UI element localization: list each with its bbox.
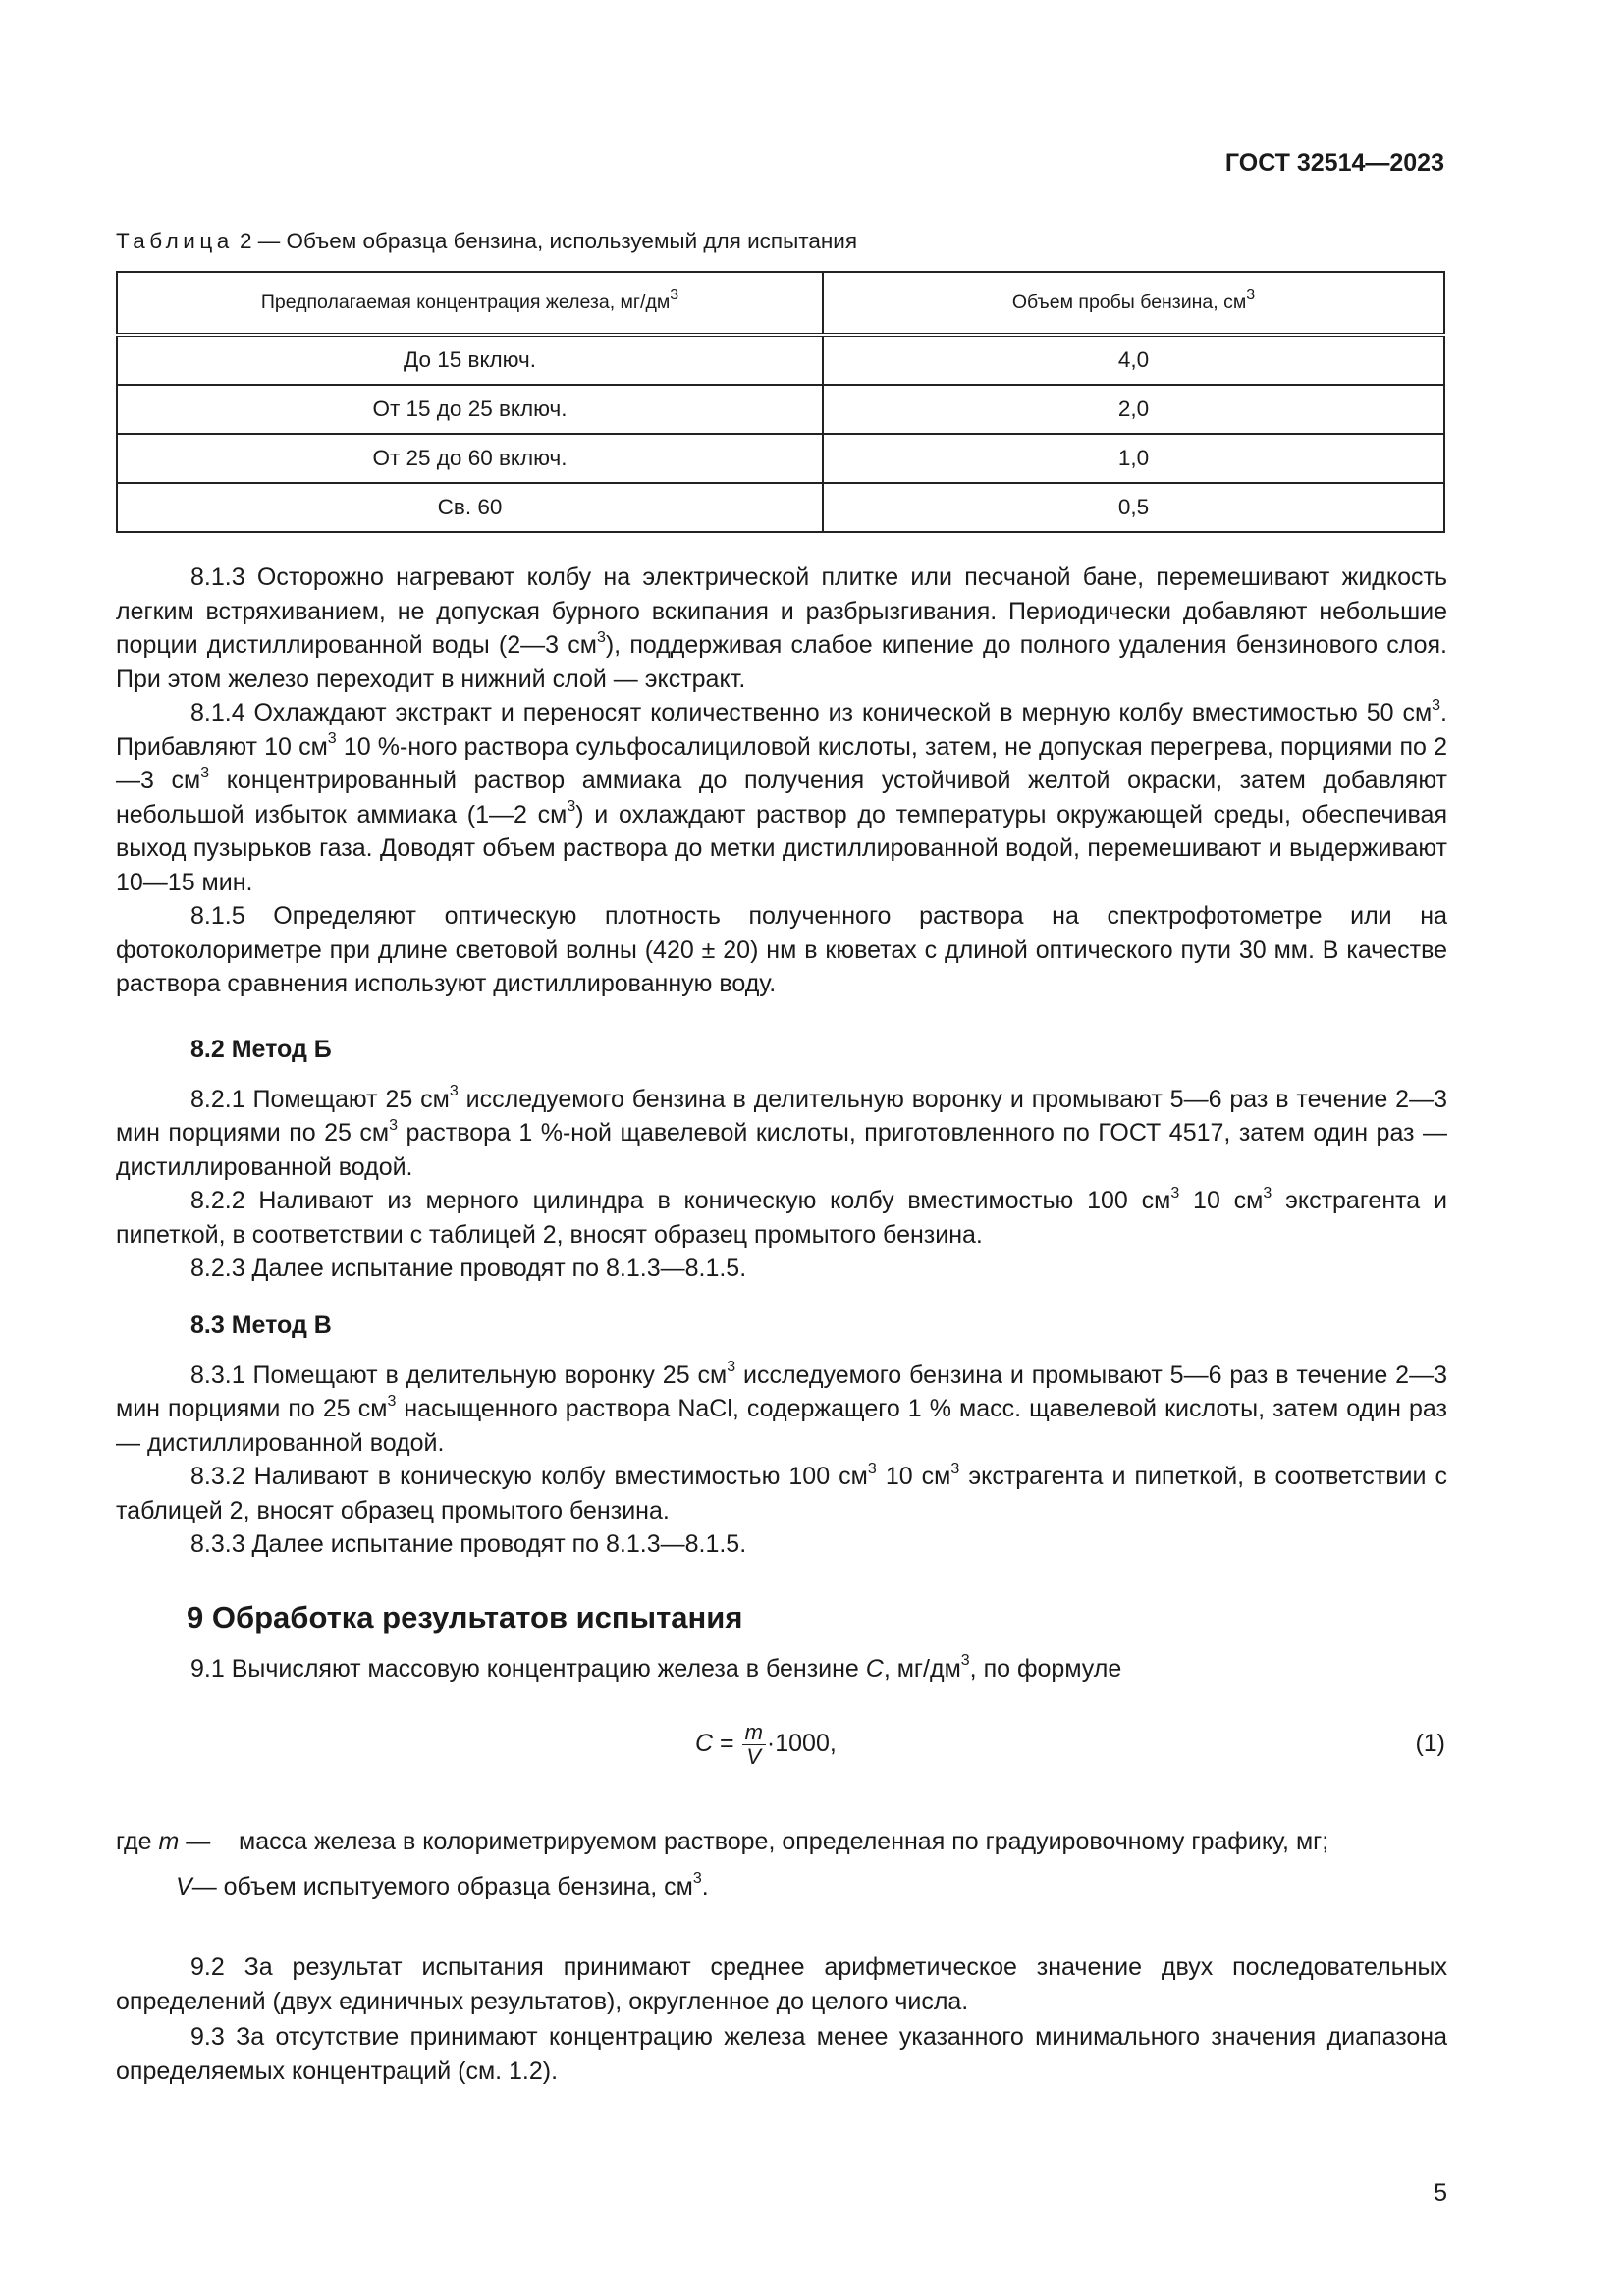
cell-range: От 25 до 60 включ. [117,434,823,483]
paragraph-9-3: 9.3 За отсутствие принимают концентрацию железа менее указанного минимального значения диапазона определяемых концентраций (см. 1.2). [116,2023,1447,2085]
definition-m-term: где m — [116,1828,211,1855]
formula-equals: = [720,1730,734,1758]
paragraph-8-1-5: 8.1.5 Определяют оптическую плотность полученного раствора на спектрофотометре или на фотоколориметре при длине световой волны (420 ± 20) нм в кюветах с длиной оптического пути 30 мм. В качестве раствора сравнения используют дистиллированную воду. [116,902,1447,997]
col-header-concentration: Предполагаемая концентрация железа, $мг/дм^3$ [117,272,823,335]
table-caption [116,229,857,254]
heading-8-2: 8.2 Метод Б [190,1036,332,1063]
paragraph-8-3-3: 8.3.3 Далее испытание проводят по 8.1.3—8.1.5. [190,1530,747,1558]
section-9-rest [116,1950,1447,2088]
paragraph-9-2: 9.2 За результат испытания принимают среднее арифметическое значение двух последовательных определений (двух единичных результатов), округленное до целого числа. [116,1953,1447,2015]
heading-9: 9 Обработка результатов испытания [187,1600,743,1634]
table-row [117,385,1444,434]
table-caption-text: 2 — Объем образца бензина, используемый для испытания [240,229,858,253]
section-8-2-body [116,1033,1447,1286]
cell-range: Св. 60 [117,483,823,532]
definition-m-text: масса железа в колориметрируемом растворе, определенная по градуировочному графику, мг; [239,1828,1329,1855]
table-row [117,434,1444,483]
paragraph-8-1-4: 8.1.4 Охлаждают экстракт и переносят количественно из конической в мерную колбу вместимостью 50 $см^3$. Прибавляют 10 $см^3$ 10 %-ного раствора сульфосалициловой кислоты, затем, не допуская перегрева, порциями по 2—3 $см^3$ концентрированный раствор аммиака до получения устойчивой желтой окраски, затем добавляют небольшой избыток аммиака (1—2 $см^3$) и охлаждают раствор до температуры окружающей среды, обеспечивая выход пузырьков газа. Доводят объем раствора до метки дистиллированной водой, перемешивают и выдерживают 10—15 мин. [116,696,1447,896]
paragraph-8-2-1: 8.2.1 Помещают 25 $см^3$ исследуемого бензина в делительную воронку и промывают 5—6 раз в течение 2—3 мин порциями по 25 $см^3$ раствора 1 %-ной щавелевой кислоты, приготовленного по ГОСТ 4517, затем один раз — дистиллированной водой. [116,1083,1447,1181]
paragraph-8-1-3: 8.1.3 Осторожно нагревают колбу на электрической плитке или песчаной бане, перемешивают жидкость легким встряхиванием, не допуская бурного вскипания и разбрызгивания. Периодически добавляют небольшие порции дистиллированной воды (2—3 $см^3$), поддерживая слабое кипение до полного удаления бензинового слоя. При этом железо переходит в нижний слой — экстракт. [116,563,1447,693]
formula-numerator: m [742,1721,766,1745]
section-9-heading-block [116,1601,1447,1685]
cell-volume: 0,5 [823,483,1444,532]
volume-table [116,271,1445,533]
table-caption-word: Таблица [116,229,234,253]
cell-volume: 4,0 [823,335,1444,385]
page-number: 5 [1434,2179,1447,2207]
definition-v [116,1870,1447,1904]
equation-number: (1) [1415,1730,1445,1757]
section-8-3-body [116,1308,1447,1562]
definition-m [116,1825,1447,1859]
heading-8-3: 8.3 Метод В [190,1311,332,1339]
table-row [117,483,1444,532]
section-8-1-body [116,561,1447,1001]
col-header-volume: Объем пробы бензина, $см^3$ [823,272,1444,335]
paragraph-8-3-1: 8.3.1 Помещают в делительную воронку 25 $см^3$ исследуемого бензина и промывают 5—6 раз в течение 2—3 мин порциями по 25 $см^3$ насыщенного раствора NaCl, содержащего 1 % масс. щавелевой кислоты, затем один раз — дистиллированной водой. [116,1359,1447,1457]
paragraph-8-3-2: 8.3.2 Наливают в коническую колбу вместимостью 100 $см^3$ 10 $см^3$ экстрагента и пипеткой, в соответствии с таблицей 2, вносят образец промытого бензина. [116,1460,1447,1524]
formula-tail: ·1000, [766,1730,837,1758]
table-row [117,335,1444,385]
table-header-row [117,272,1444,335]
definitions-block [116,1825,1447,1903]
cell-range: От 15 до 25 включ. [117,385,823,434]
cell-volume: 2,0 [823,385,1444,434]
paragraph-9-1: 9.1 Вычисляют массовую концентрацию железа в бензине C, $мг/дм^3$, по формуле [190,1652,1122,1682]
formula-1 [695,1721,837,1769]
definition-v-text: V— объем испытуемого образца бензина, $см^3$. [176,1870,709,1900]
formula-lhs: C [695,1730,714,1758]
paragraph-8-2-3: 8.2.3 Далее испытание проводят по 8.1.3—8.1.5. [190,1255,747,1282]
paragraph-8-2-2: 8.2.2 Наливают из мерного цилиндра в коническую колбу вместимостью 100 $см^3$ 10 $см^3$ экстрагента и пипеткой, в соответствии с таблицей 2, вносят образец промытого бензина. [116,1184,1447,1249]
standard-number-header: ГОСТ 32514—2023 [1224,149,1444,177]
formula-fraction [742,1721,766,1769]
formula-denominator: V [746,1744,762,1769]
cell-volume: 1,0 [823,434,1444,483]
cell-range: До 15 включ. [117,335,823,385]
